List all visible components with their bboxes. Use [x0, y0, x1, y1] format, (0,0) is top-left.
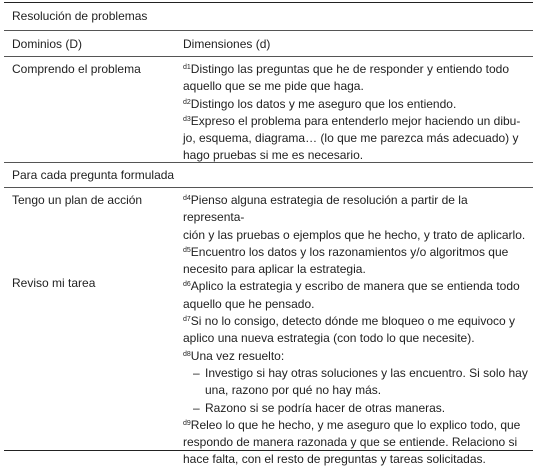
d6-text: Aplico la estrategia y escribo de manera que se entienda todo	[190, 279, 520, 294]
tag-d6: d6	[183, 281, 191, 289]
d7-text-cont: aplico una nueva estrategia (con todo lo que necesite).	[183, 331, 475, 346]
d8-subitem-2	[183, 400, 528, 417]
tag-d5: d5	[183, 246, 191, 254]
dimension-d1	[183, 61, 528, 96]
d2-text: Distingo los datos y me aseguro que los entiendo.	[190, 96, 457, 111]
d5-text-cont: necesito para aplicar la estrategia.	[183, 262, 366, 277]
d8-subitem-1	[183, 365, 528, 400]
section2-header-divider	[4, 187, 533, 188]
d7-text: Si no lo consigo, detecto dónde me bloqueo o me equivoco y	[190, 314, 516, 329]
d4-text: Pienso alguna estrategia de resolución a partir de la representa-	[183, 193, 468, 225]
domain-comprendo: Comprendo el problema	[12, 62, 141, 76]
dash-2: –	[193, 400, 200, 415]
d4-text-cont: ción y las pruebas o ejemplos que he hecho, y trato de aplicarlo.	[183, 227, 526, 242]
tag-d9: d9	[183, 419, 191, 427]
tag-d4: d4	[183, 195, 191, 202]
header-divider	[4, 56, 533, 57]
dimension-d8	[183, 348, 528, 417]
d8-sub2-text: Razono si se podría hacer de otras maneras.	[205, 400, 446, 415]
tag-d8: d8	[183, 350, 191, 358]
dimension-d9	[183, 417, 528, 469]
d8-sub1-cont: una, razono por qué no hay más.	[205, 383, 382, 398]
d6-text-cont: aquello que he pensado.	[183, 296, 315, 311]
dimension-d7	[183, 313, 528, 348]
d9-text-cont: respondo de manera razonada y que se entiende. Relaciono si	[183, 435, 518, 450]
d1-text: Distingo las preguntas que he de responder y entiendo todo	[190, 62, 510, 76]
dash-1: –	[193, 365, 200, 380]
header-dimensiones: Dimensiones (d)	[183, 37, 271, 51]
d8-sub1-text: Investigo si hay otras soluciones y las encuentro. Si solo hay	[205, 365, 528, 380]
tag-d7: d7	[183, 316, 191, 324]
d8-text: Una vez resuelto:	[190, 348, 285, 363]
d3-text: Expreso el problema para entenderlo mejor haciendo un dibu-	[190, 113, 521, 128]
table-title: Resolución de problemas	[12, 9, 148, 23]
title-divider	[4, 30, 533, 31]
section1-divider	[4, 162, 533, 163]
domain-reviso-tarea: Reviso mi tarea	[12, 276, 96, 290]
dimension-list-section1	[183, 61, 528, 165]
dimension-d4	[183, 192, 528, 244]
d3-text-cont: jo, esquema, diagrama… (lo que me parezca más adecuado) y	[183, 131, 519, 146]
tag-d3: d3	[183, 115, 191, 123]
domain-plan-accion: Tengo un plan de acción	[12, 193, 143, 207]
dimension-list-section2	[183, 192, 528, 469]
tag-d2: d2	[183, 98, 191, 106]
section2-header: Para cada pregunta formulada	[12, 168, 175, 182]
d9-text: Releo lo que he hecho, y me aseguro que lo explico todo, que	[190, 417, 521, 432]
d3-text-cont2: hago pruebas si me es necesario.	[183, 148, 364, 163]
table-bottom-border	[4, 450, 533, 451]
d9-text-cont2: hace falta, con el resto de preguntas y tareas solicitadas.	[183, 452, 486, 467]
tag-d1: d1	[183, 64, 191, 71]
dimension-d3	[183, 113, 528, 165]
dimension-d2	[183, 96, 528, 113]
d1-text-cont: aquello que se me pide que haga.	[183, 79, 364, 94]
d5-text: Encuentro los datos y los razonamientos y/o algoritmos que	[190, 244, 509, 259]
header-dominios: Dominios (D)	[12, 37, 83, 51]
dimension-d5	[183, 244, 528, 279]
dimension-d6	[183, 278, 528, 313]
